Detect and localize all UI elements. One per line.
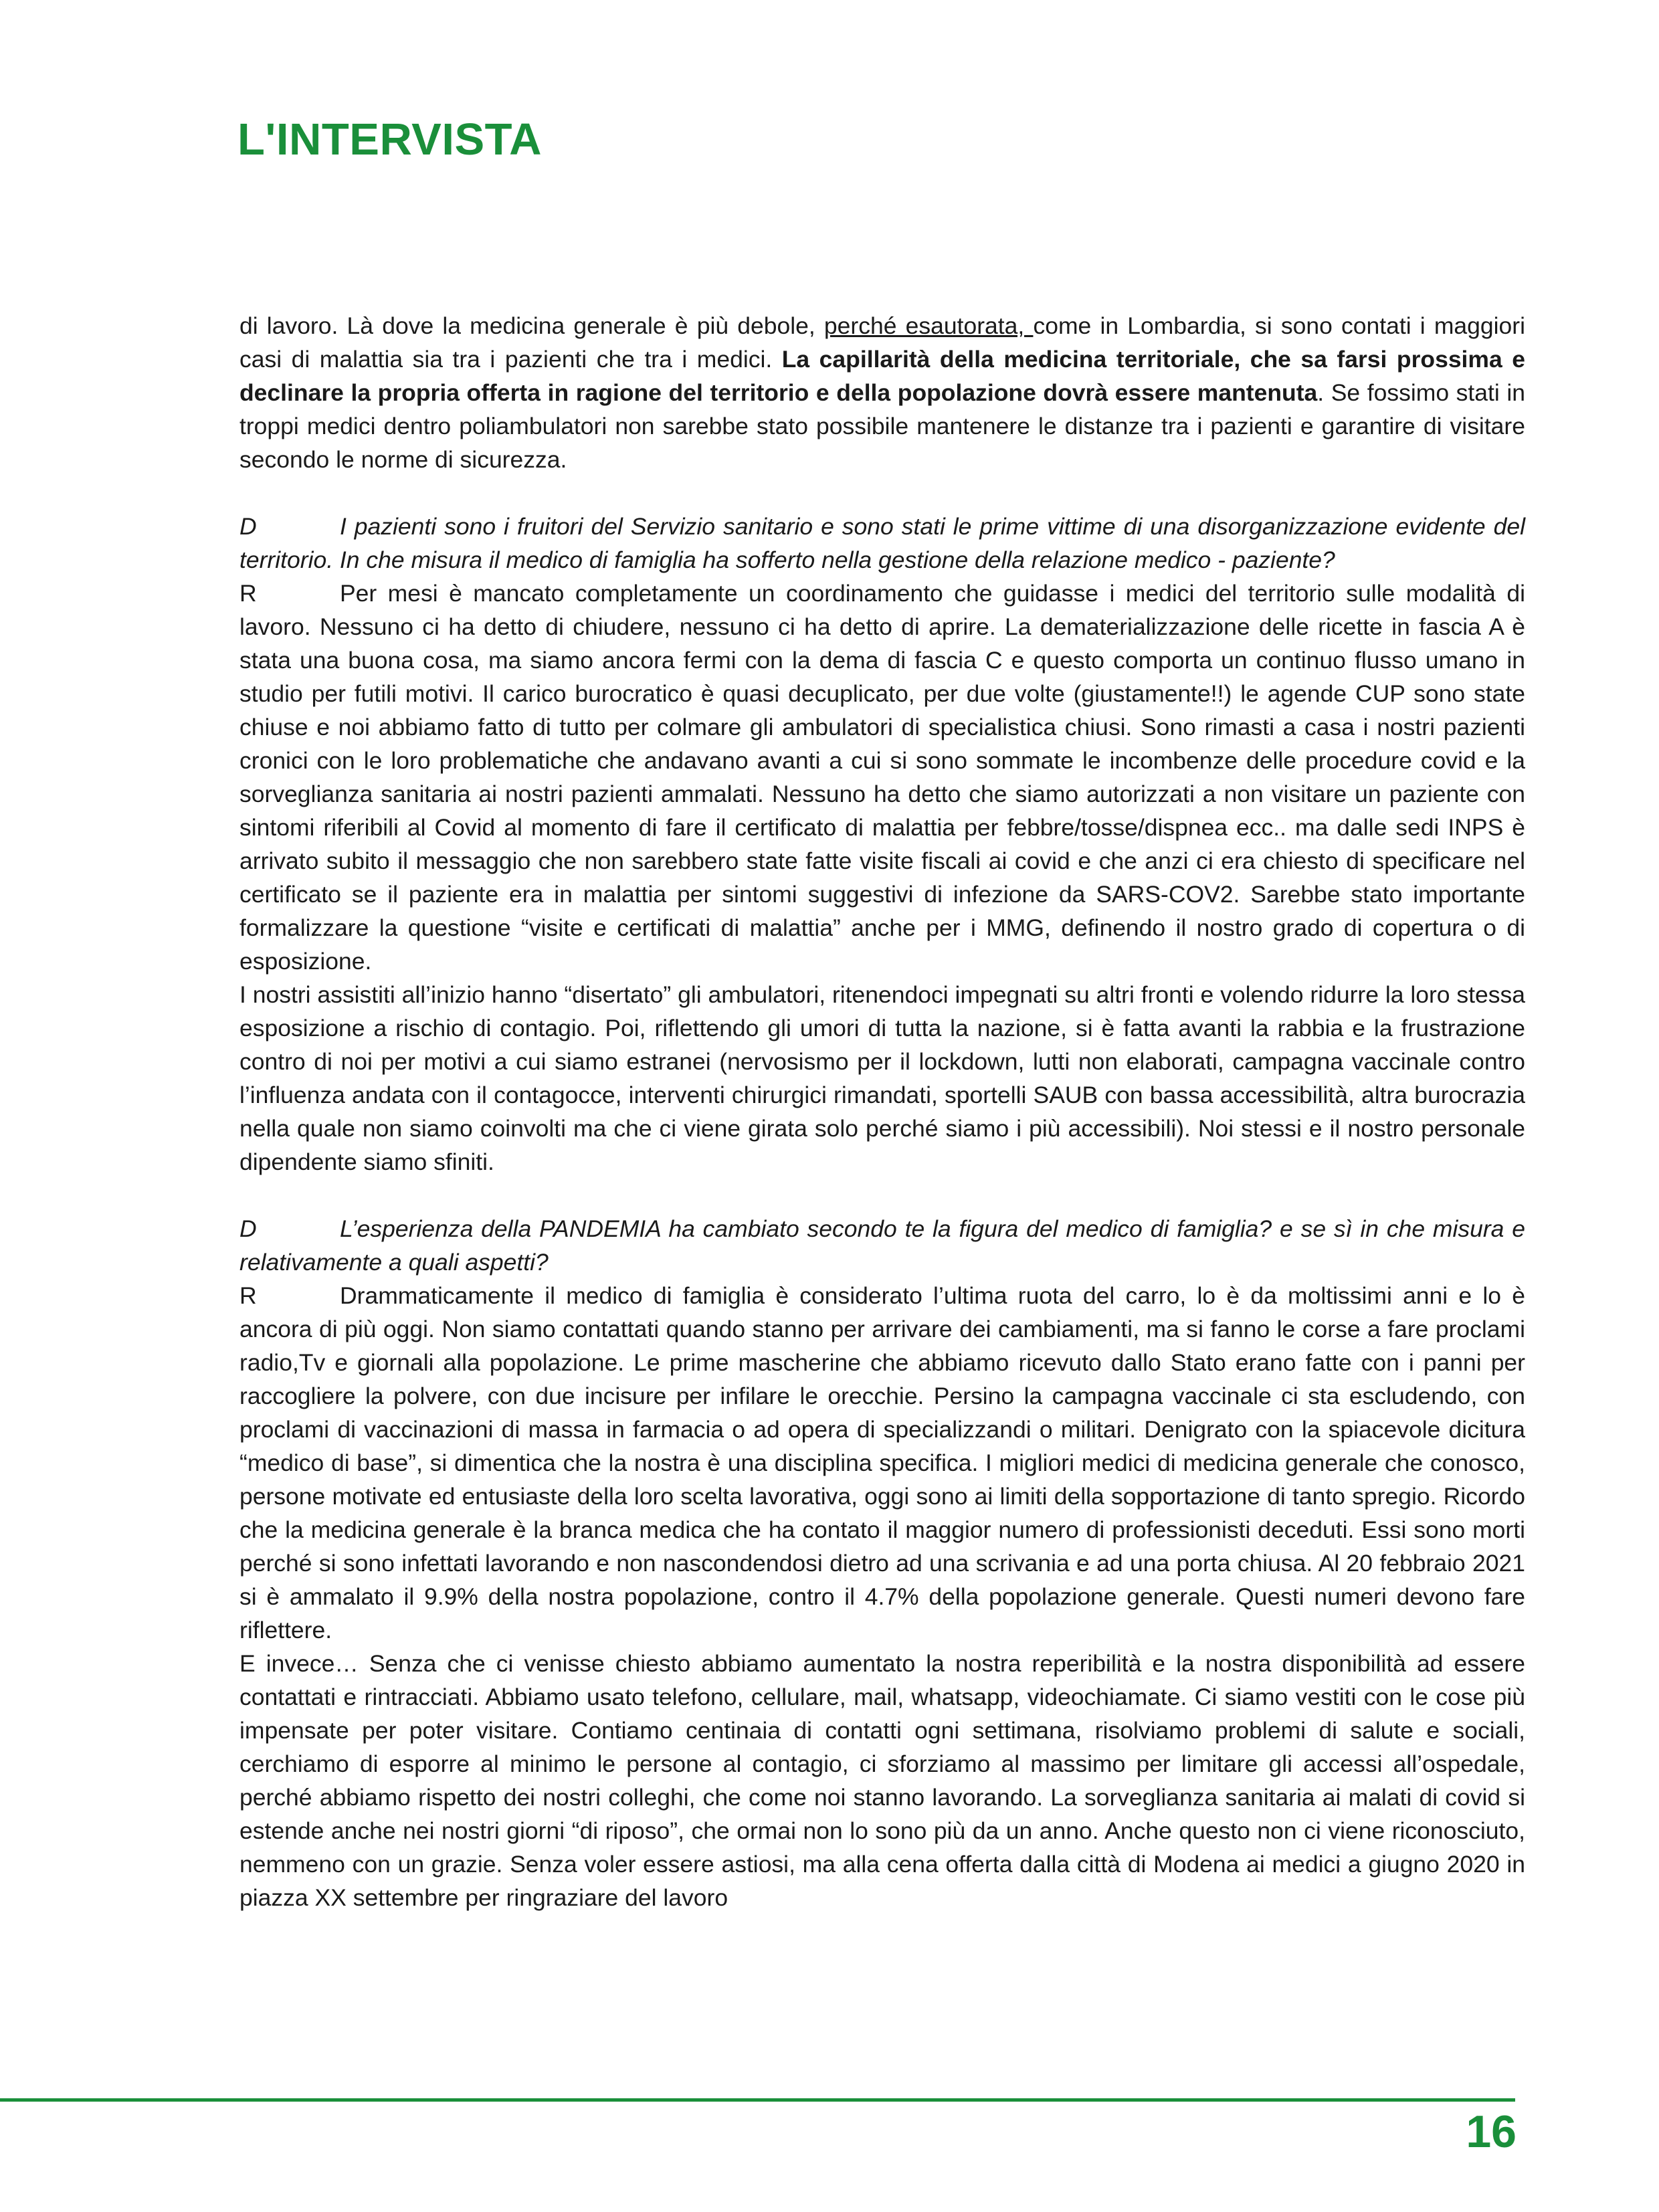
question-1	[239, 510, 1525, 577]
answer-text: Per mesi è mancato completamente un coordinamento che guidasse i medici del territorio sulle modalità di lavoro. Nessuno ci ha detto di chiudere, nessuno ci ha detto di aprire. La dematerializzazione delle ricette in fascia A è stata una buona cosa, ma siamo ancora fermi con la dema di fascia C e questo comporta un continuo flusso umano in studio per futili motivi. Il carico burocratico è quasi decuplicato, per due volte (giustamente!!) le agende CUP sono state chiuse e noi abbiamo fatto di tutto per colmare gli ambulatori di specialistica chiusi. Sono rimasti a casa i nostri pazienti cronici con le loro problematiche che andavano avanti a cui si sono sommate le incombenze delle procedure covid e la sorveglianza sanitaria ai nostri pazienti ammalati. Nessuno ha detto che siamo autorizzati a non visitare un paziente con sintomi riferibili al Covid al momento di fare il certificato di malattia per febbre/tosse/dispnea ecc.. ma dalle sedi INPS è arrivato subito il messaggio che non sarebbero state fatte visite fiscali ai covid e che anzi ci era chiesto di specificare nel certificato se il paziente era in malattia per sintomi suggestivi di infezione da SARS-COV2. Sarebbe stato importante formalizzare la questione “visite e certificati di malattia” anche per i MMG, definendo il nostro grado di copertura o di esposizione.	[239, 580, 1525, 975]
paragraph-intro	[239, 309, 1525, 476]
answer-label: R	[239, 580, 257, 607]
bold-statement: La capillarità della medicina territoriale, che sa farsi prossima e declinare la propria offerta in ragione del territorio e della popolazione dovrà essere mantenuta	[239, 346, 1525, 406]
intro-text-a: di lavoro. Là dove la medicina generale è più debole,	[239, 312, 824, 339]
footer-divider	[0, 2098, 1515, 2102]
answer-1	[239, 577, 1525, 978]
answer-2	[239, 1279, 1525, 1647]
question-text: I pazienti sono i fruitori del Servizio sanitario e sono stati le prime vittime di una disorganizzazione evidente del territorio. In che misura il medico di famiglia ha sofferto nella gestione della relazione medico - paziente?	[239, 513, 1525, 573]
page-number: 16	[1466, 2106, 1517, 2157]
article-body	[239, 309, 1525, 1914]
page-title: L'INTERVISTA	[237, 114, 542, 165]
question-text: L’esperienza della PANDEMIA ha cambiato secondo te la figura del medico di famiglia? e se sì in che misura e relativamente a quali aspetti?	[239, 1215, 1525, 1276]
answer-text: Drammaticamente il medico di famiglia è considerato l’ultima ruota del carro, lo è da moltissimi anni e lo è ancora di più oggi. Non siamo contattati quando stanno per arrivare dei cambiamenti, ma si fanno le corse a fare proclami radio,Tv e giornali alla popolazione. Le prime mascherine che abbiamo ricevuto dallo Stato erano fatte con i panni per raccogliere la polvere, con due incisure per infilare le orecchie. Persino la campagna vaccinale ci sta escludendo, con proclami di vaccinazioni di massa in farmacia o ad opera di specializzandi o militari. Denigrato con la spiacevole dicitura “medico di base”, si dimentica che la nostra è una disciplina specifica. I migliori medici di medicina generale che conosco, persone motivate ed entusiaste della loro scelta lavorativa, oggi sono ai limiti della sopportazione di tanto spregio. Ricordo che la medicina generale è la branca medica che ha contato il maggior numero di professionisti deceduti. Essi sono morti perché si sono infettati lavorando e non nascondendosi dietro ad una scrivania e ad una porta chiusa. Al 20 febbraio 2021 si è ammalato il 9.9% della nostra popolazione, contro il 4.7% della popolazione generale. Questi numeri devono fare riflettere.	[239, 1282, 1525, 1643]
underlined-text: perché esautorata,	[823, 312, 1034, 339]
intro-text-c: . Se fossimo stati in troppi medici dentro poliambulatori non sarebbe stato possibile mantenere le distanze tra i pazienti e garantire di visitare secondo le norme di sicurezza.	[239, 379, 1525, 473]
answer-1-paragraph-2: I nostri assistiti all’inizio hanno “disertato” gli ambulatori, ritenendoci impegnati su altri fronti e volendo ridurre la loro stessa esposizione a rischio di contagio. Poi, riflettendo gli umori di tutta la nazione, si è fatta avanti la rabbia e la frustrazione contro di noi per motivi a cui siamo estranei (nervosismo per il lockdown, lutti non elaborati, campagna vaccinale contro l’influenza andata con il contagocce, interventi chirurgici rimandati, sportelli SAUB con bassa accessibilità, altra burocrazia nella quale non siamo coinvolti ma che ci viene girata solo perché siamo i più accessibili). Noi stessi e il nostro personale dipendente siamo sfiniti.	[239, 981, 1525, 1175]
question-label: D	[239, 1215, 257, 1242]
intro-text-b: come in Lombardia, si sono contati i maggiori casi di malattia sia tra i pazienti che tra i medici.	[239, 312, 1525, 373]
question-label: D	[239, 513, 257, 540]
answer-2-paragraph-2: E invece… Senza che ci venisse chiesto abbiamo aumentato la nostra reperibilità e la nostra disponibilità ad essere contattati e rintracciati. Abbiamo usato telefono, cellulare, mail, whatsapp, videochiamate. Ci siamo vestiti con le cose più impensate per poter visitare. Contiamo centinaia di contatti ogni settimana, risolviamo problemi di salute e sociali, cerchiamo di esporre al minimo le persone al contagio, ci sforziamo al massimo per limitare gli accessi all’ospedale, perché abbiamo rispetto dei nostri colleghi, che come noi stanno lavorando. La sorveglianza sanitaria ai malati di covid si estende anche nei nostri giorni “di riposo”, che ormai non lo sono più da un anno. Anche questo non ci viene riconosciuto, nemmeno con un grazie. Senza voler essere astiosi, ma alla cena offerta dalla città di Modena ai medici a giugno 2020 in piazza XX settembre per ringraziare del lavoro	[239, 1650, 1525, 1911]
question-2	[239, 1212, 1525, 1279]
answer-label: R	[239, 1282, 257, 1309]
